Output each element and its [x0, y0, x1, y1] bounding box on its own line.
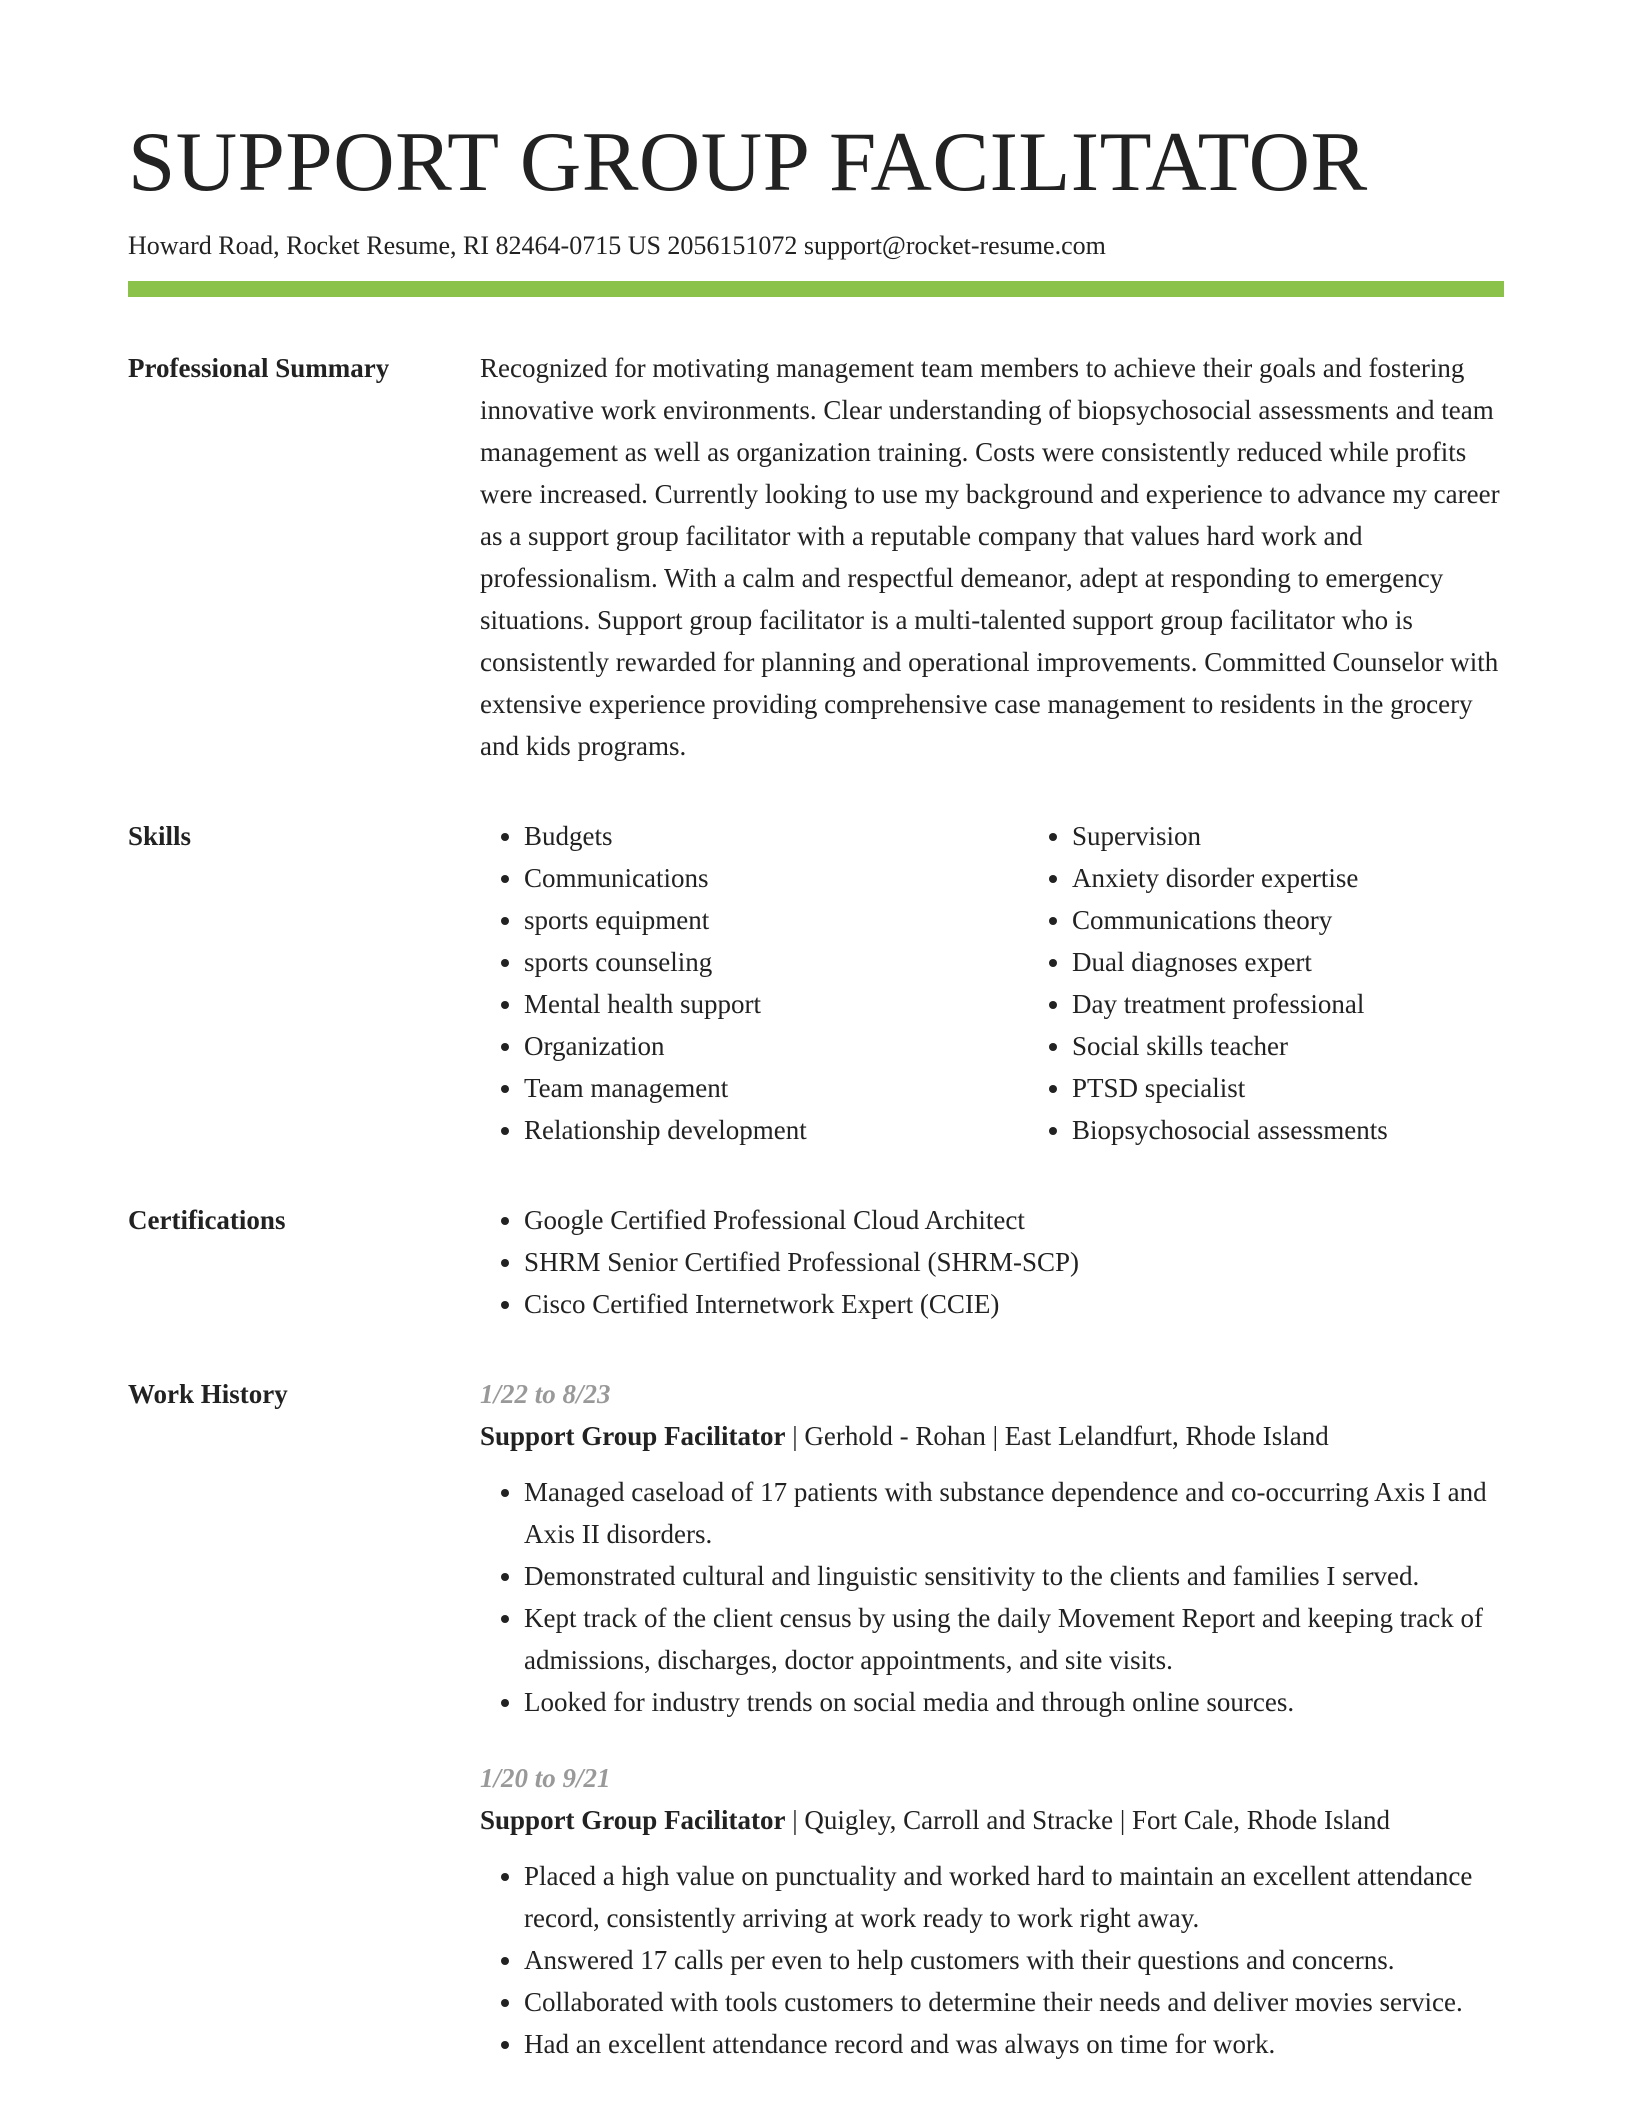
certifications-section	[128, 1199, 1504, 1325]
skill-item: • sports equipment	[524, 899, 1028, 941]
job-bullet: • Placed a high value on punctuality and worked hard to maintain an excellent attendance record, consistently arriving at work ready to work right away.	[524, 1855, 1504, 1939]
skill-item: • Team management	[524, 1067, 1028, 1109]
skills-label: Skills	[128, 821, 192, 852]
resume-name-heading: SUPPORT GROUP FACILITATOR	[128, 115, 1368, 209]
job-title: Support Group Facilitator	[480, 1805, 786, 1836]
job-title: Support Group Facilitator	[480, 1421, 786, 1452]
contact-line: Howard Road, Rocket Resume, RI 82464-0715 US 2056151072 support@rocket-resume.com	[128, 231, 1106, 261]
skill-item: • sports counseling	[524, 941, 1028, 983]
certification-item: • Cisco Certified Internetwork Expert (CCIE)	[524, 1283, 1504, 1325]
job-details: | Quigley, Carroll and Stracke | Fort Cale, Rhode Island	[785, 1805, 1390, 1836]
summary-text: Recognized for motivating management team members to achieve their goals and fostering innovative work environments. Clear understanding of biopsychosocial assessments and team management as well as organization training. Costs were consistently reduced while profits were increased. Currently looking to use my background and experience to advance my career as a support group facilitator with a reputable company that values hard work and professionalism. With a calm and respectful demeanor, adept at responding to emergency situations. Support group facilitator is a multi-talented support group facilitator who is consistently rewarded for planning and operational improvements. Committed Counselor with extensive experience providing comprehensive case management to residents in the grocery and kids programs.	[480, 353, 1500, 762]
job-bullets	[480, 1471, 1504, 1723]
work-history-section	[128, 1373, 1504, 2099]
skills-section	[128, 815, 1504, 1151]
skill-item: • Supervision	[1072, 815, 1576, 857]
skill-item: • Social skills teacher	[1072, 1025, 1576, 1067]
skill-item: • Day treatment professional	[1072, 983, 1576, 1025]
job-bullet: • Had an excellent attendance record and was always on time for work.	[524, 2023, 1504, 2065]
skill-item: • Dual diagnoses expert	[1072, 941, 1576, 983]
job-entry	[480, 1757, 1504, 2065]
job-bullet: • Managed caseload of 17 patients with substance dependence and co-occurring Axis I and Axis II disorders.	[524, 1471, 1504, 1555]
skill-item: • Communications	[524, 857, 1028, 899]
skills-list-right	[1028, 815, 1576, 1151]
summary-section	[128, 347, 1504, 767]
job-heading	[480, 1415, 1504, 1457]
job-bullet: • Kept track of the client census by using the daily Movement Report and keeping track of admissions, discharges, doctor appointments, and site visits.	[524, 1597, 1504, 1681]
certifications-list	[480, 1199, 1504, 1325]
skill-item: • Biopsychosocial assessments	[1072, 1109, 1576, 1151]
skill-item: • Communications theory	[1072, 899, 1576, 941]
job-bullet: • Looked for industry trends on social media and through online sources.	[524, 1681, 1504, 1723]
certifications-label: Certifications	[128, 1205, 286, 1236]
job-dates: 1/22 to 8/23	[480, 1379, 611, 1410]
job-bullet: • Answered 17 calls per even to help customers with their questions and concerns.	[524, 1939, 1504, 1981]
skill-item: • Mental health support	[524, 983, 1028, 1025]
skill-item: • Budgets	[524, 815, 1028, 857]
skill-item: • Organization	[524, 1025, 1028, 1067]
certification-item: • SHRM Senior Certified Professional (SHRM-SCP)	[524, 1241, 1504, 1283]
certification-item: • Google Certified Professional Cloud Architect	[524, 1199, 1504, 1241]
job-details: | Gerhold - Rohan | East Lelandfurt, Rhode Island	[785, 1421, 1329, 1452]
job-heading	[480, 1799, 1504, 1841]
job-bullet: • Collaborated with tools customers to determine their needs and deliver movies service.	[524, 1981, 1504, 2023]
header-divider	[128, 281, 1504, 297]
skill-item: • Relationship development	[524, 1109, 1028, 1151]
skills-list-left	[480, 815, 1028, 1151]
summary-label: Professional Summary	[128, 353, 390, 384]
skill-item: • Anxiety disorder expertise	[1072, 857, 1576, 899]
job-entry	[480, 1373, 1504, 1723]
job-dates: 1/20 to 9/21	[480, 1763, 611, 1794]
skill-item: • PTSD specialist	[1072, 1067, 1576, 1109]
job-bullets	[480, 1855, 1504, 2065]
work-history-label: Work History	[128, 1379, 288, 1410]
job-bullet: • Demonstrated cultural and linguistic sensitivity to the clients and families I served.	[524, 1555, 1504, 1597]
